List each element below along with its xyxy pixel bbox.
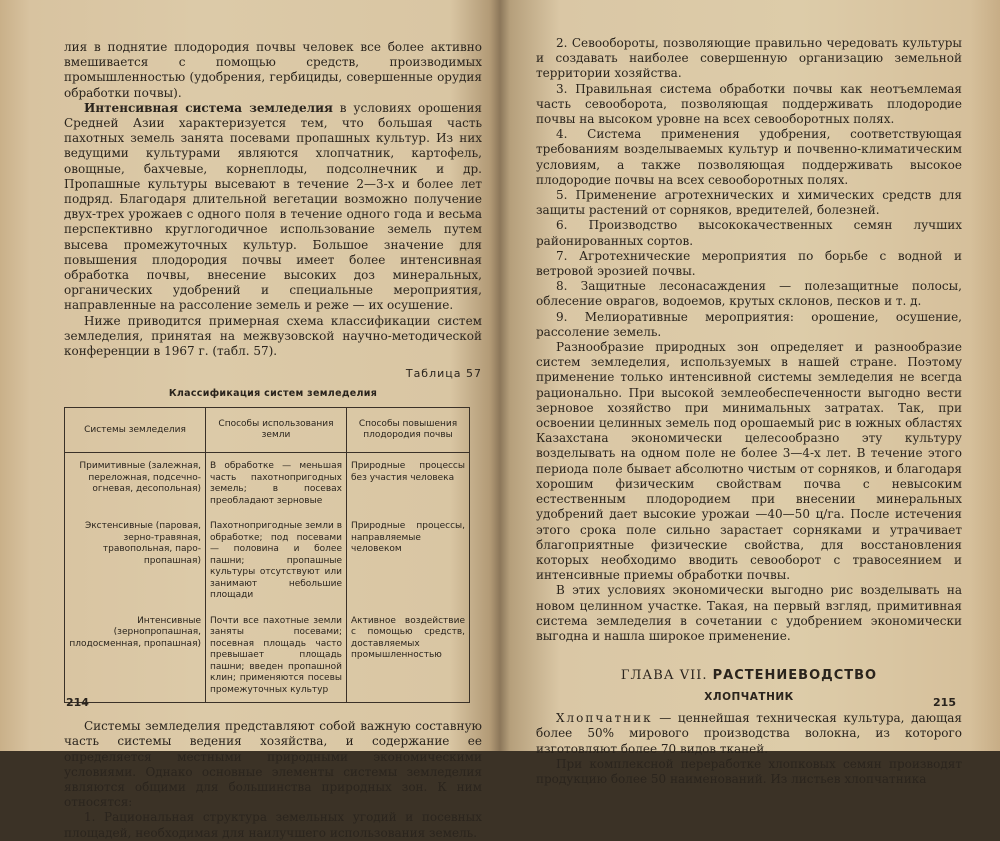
list-item: 9. Мелиоративные мероприятия: орошение, осушение, рассоление земель.: [536, 309, 962, 339]
table-header-row: [65, 408, 470, 453]
paragraph-text: — ценнейшая техническая культура, дающая более 50% мирового производства волокна, из которого изготовляют более 70 видов тканей.: [536, 711, 962, 756]
table-cell: В обработке — меньшая часть пахотнопригодных земель; в посевах преобладают зерновые: [206, 453, 347, 514]
paragraph: Разнообразие природных зон определяет и разнообразие систем земледелия, используемых в нашей стране. Поэтому применение только интенсивной системы земледелия не всегда рационально. При высокой землеобеспеченности выгодно вести зерновое хозяйство при минимальных затратах. Так, при освоении целинных земель под орошаемый рис в южных областях Казахстана экономически целесообразно эту культуру возделывать на одном поле не более 3—4-х лет. В течение этого периода поле бывает абсолютно чистым от сорняков, и благодаря хорошим физическим свойствам почва с невысоким естественным плодородием при внесении минеральных удобрений дает высокие урожаи —40—50 ц/га. После истечения этого срока поле сильно зарастает сорняками и утрачивает благоприятные физические свойства, для восстановления которых необходимо вводить севооборот с травосеянием и интенсивные приемы обработки почвы.: [536, 340, 962, 583]
list-item: 8. Защитные лесонасаждения — полезащитные полосы, облесение оврагов, водоемов, крутых склонов, песков и т. д.: [536, 279, 962, 309]
table-title: Классификация систем земледелия: [168, 388, 378, 400]
list-item: 4. Система применения удобрения, соответствующая требованиям возделываемых культур и почвенно-климатическим условиям, а также позволяющая поддерживать высокое плодородие почвы на всех севооборотных полях.: [536, 127, 962, 187]
list-item: 5. Применение агротехнических и химических средств для защиты растений от сорняков, вредителей, болезней.: [536, 188, 962, 218]
table-cell: Почти все пахотные земли заняты посевами; посевная площадь часто превышает площадь пашни; введен пропашной клин; применяются посевы промежуточных культур: [206, 608, 347, 703]
table-cell: Интенсивные (зернопропашная, плодосменная, пропашная): [65, 608, 206, 703]
bold-term: Интенсивная система земледелия: [84, 100, 333, 115]
table-row: [65, 608, 470, 703]
classification-table: [64, 407, 470, 703]
list-item: 7. Агротехнические мероприятия по борьбе с водной и ветровой эрозией почвы.: [536, 248, 962, 279]
paragraph: В этих условиях экономически выгодно рис возделывать на новом целинном участке. Такая, на первый взгляд, примитивная система земледелия в сочетании с удобрением экономически выгодна и нашла широкое применение.: [536, 583, 962, 643]
paragraph: Ниже приводится примерная схема классификации систем земледелия, принятая на межвузовской научно-методической конференции в 1967 г. (табл. 57).: [64, 313, 482, 359]
left-page: [0, 0, 500, 840]
page-number: 214: [66, 696, 89, 709]
chapter-number: ГЛАВА VII.: [620, 668, 708, 684]
page-number: 215: [933, 696, 956, 709]
list-item: 2. Севообороты, позволяющие правильно чередовать культуры и создавать наиболее совершенную организацию земельной территории хозяйства.: [536, 36, 962, 81]
paragraph: [64, 101, 482, 314]
table-cell: Природные процессы без участия человека: [347, 453, 470, 514]
table-row: [65, 513, 470, 608]
table-cell: Активное воздействие с помощью средств, доставляемых промышленностью: [347, 608, 470, 703]
table-cell: Экстенсивные (паровая, зерно-травяная, травопольная, паро-пропашная): [65, 513, 206, 608]
table-cell: Примитивные (залежная, переложная, подсечно-огневая, десопольная): [65, 453, 206, 514]
paragraph: [536, 711, 962, 757]
table-cell: Природные процессы, направляемые человеком: [347, 513, 470, 608]
chapter-heading: [536, 668, 962, 683]
table-cell: Пахотнопригодные земли в обработке; под посевами — половина и более пашни; пропашные культуры отсутствуют или занимают небольшие площади: [206, 513, 347, 608]
list-item: 6. Производство высококачественных семян лучших районированных сортов.: [536, 218, 962, 248]
chapter-title: РАСТЕНИЕВОДСТВО: [712, 668, 878, 684]
spaced-term: Хлопчатник: [556, 711, 653, 726]
paragraph-text: в условиях орошения Средней Азии характеризуется тем, что большая часть пахотных земель занята посевами пропашных культур. Из них ведущими культурами являются хлопчатник, картофель, овощные, бахчевые, корнеплоды, подсолнечник и др. Пропашные культуры высевают в течение 2—3-х и более лет подряд. Благодаря длительной вегетации возможно получение двух-трех урожаев с одного поля в течение одного года и весьма перспективно круглогодичное использование земель путем высева промежуточных культур. Большое значение для повышения плодородия почвы имеет более интенсивная обработка почвы, внесение высоких доз минеральных, органических удобрений и специальные мероприятия, направленные на рассоление земель и реже — их осушение.: [64, 100, 482, 313]
table-number: Таблица 57: [405, 367, 482, 381]
list-item: 3. Правильная система обработки почвы как неотъемлемая часть севооборота, позволяющая поддерживать плодородие почвы на высоком уровне на всех севооборотных полях.: [536, 81, 962, 127]
table-header: Системы земледелия: [65, 408, 206, 453]
table-header: Способы повышения плодородия почвы: [347, 408, 470, 453]
section-heading: ХЛОПЧАТНИК: [704, 691, 794, 704]
paragraph: лия в поднятие плодородия почвы человек все более активно вмешивается с помощью средств, производимых промышленностью (удобрения, гербициды, совершенные орудия обработки почвы).: [64, 40, 482, 100]
table-header: Способы использования земли: [206, 408, 347, 453]
paragraph: Системы земледелия представляют собой важную составную часть системы ведения хозяйства, и содержание ее определяется местными природными экономическими условиями. Однако основные элементы системы земледелия являются общими для большинства природных зон. К ним относятся:: [64, 719, 482, 810]
right-page: [500, 0, 1000, 786]
table-row: [65, 453, 470, 514]
paragraph: При комплексной переработке хлопковых семян производят продукцию более 50 наименований. Из листьев хлопчатника: [536, 756, 962, 786]
paragraph: 1. Рациональная структура земельных угодий и посевных площадей, необходимая для наилучшего использования земель.: [64, 810, 482, 840]
